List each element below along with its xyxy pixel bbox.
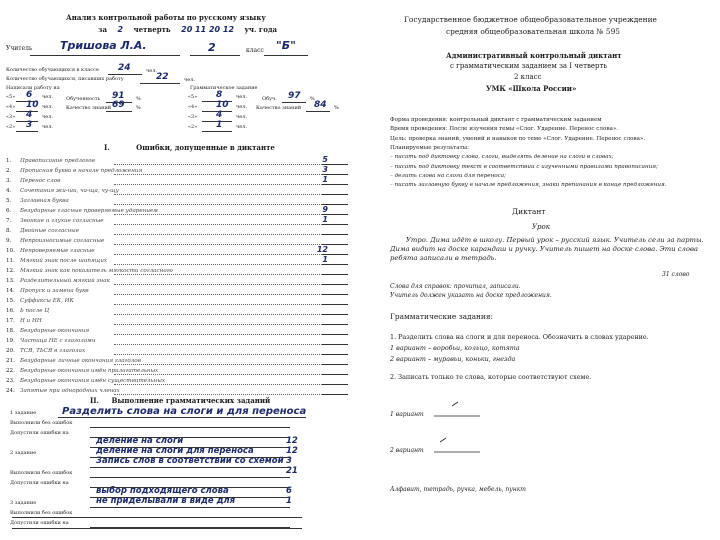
task-label: Выполнили без ошибок: [10, 470, 73, 476]
error-row: [6, 296, 354, 306]
word-count: 31 слово: [662, 271, 690, 278]
error-row: [6, 156, 354, 166]
dotted-leader: [114, 214, 332, 215]
error-row: [6, 216, 354, 226]
grade-count: 4: [216, 110, 223, 120]
error-number: 1.: [6, 158, 12, 164]
grade-label: «2»: [188, 124, 198, 130]
grade-label: «3»: [188, 114, 198, 120]
task2: 2. Записать только те слова, которые соответствуют схеме.: [390, 373, 592, 381]
error-number: 14.: [6, 288, 15, 294]
task-handwriting: Запись слов в соответствии со схемой: [96, 456, 284, 466]
error-row: [6, 356, 354, 366]
error-row: [6, 276, 354, 286]
error-count: 12: [316, 245, 328, 254]
error-label: Разделительный мягкий знак: [20, 278, 110, 284]
error-label: Непроизносимые согласные: [20, 238, 105, 244]
error-row: [6, 246, 354, 256]
dotted-leader: [114, 374, 332, 375]
error-label: Двойные согласные: [20, 228, 80, 234]
umk: УМК «Школа России»: [486, 84, 577, 93]
task-count: 1: [286, 496, 292, 506]
count-line: [322, 344, 348, 345]
task-label: 3 задание: [10, 500, 37, 506]
error-row: [6, 176, 354, 186]
error-count: 3: [322, 165, 328, 174]
error-row: [6, 166, 354, 176]
grade-unit: чел.: [42, 114, 54, 120]
task-handwriting: деление на слоги для переноса: [96, 446, 254, 456]
meta-line: – писать под диктовку текст в соответствии с изученными правилами правописания;: [390, 163, 658, 170]
error-label: Перенос слов: [20, 178, 61, 184]
grade-unit: чел.: [236, 124, 248, 130]
task-label: Допустили ошибки на: [10, 480, 69, 486]
grade-unit: чел.: [42, 104, 54, 110]
error-count: 9: [322, 205, 328, 214]
dotted-leader: [114, 274, 332, 275]
dotted-leader: [114, 394, 332, 395]
variant1: 1 вариант: [390, 411, 424, 418]
meta-line: – делить слова на слоги для переноса;: [390, 172, 507, 179]
error-label: Правописание предлогов: [20, 158, 95, 164]
error-number: 11.: [6, 258, 15, 264]
error-row: [6, 376, 354, 386]
grade-unit: чел.: [236, 114, 248, 120]
task-label: Допустили ошибки на: [10, 430, 69, 436]
error-number: 16.: [6, 308, 15, 314]
error-number: 2.: [6, 168, 12, 174]
count-line: [322, 324, 348, 325]
task-handwriting: выбор подходящего слова: [96, 486, 229, 496]
error-label: Звонкие и глухие согласные: [20, 218, 104, 224]
error-number: 12.: [6, 268, 15, 274]
error-count: 1: [322, 255, 328, 264]
dotted-leader: [114, 244, 332, 245]
grade-count: 1: [216, 120, 223, 130]
count-line: [322, 234, 348, 235]
dotted-leader: [114, 324, 332, 325]
error-row: [6, 326, 354, 336]
error-label: Безударные личные окончания глаголов: [20, 358, 141, 364]
count-line: [322, 374, 348, 375]
error-label: Безударные окончания имён прилагательных: [20, 368, 159, 374]
analysis-page: Анализ контрольной работы по русскому языку за 2 четверть 20 11 20 12 уч. года Учитель Тришова Л.А. 2 класс "Б" Количество обучающихся в классе 24 чел. Количество обучающихся, писавших работу 22 чел. Написали работу на Грамматическое задание «5» 6 чел. «4» 10 чел. «3» 4 чел. «2» 3 чел. Обученность 91 % Качество знаний 69 % «5» 8 чел. «4» 10 чел. «3» 4 чел. «2» 1 чел. Обуч. 97 % Качество знаний 84 % I. Ошибки, допущенные в диктанте 1. Правописание предлогов 5 2. Прописная буква в начале предложения 3 3. Перенос слов 1 4. Сочетания жи-ши, ча-ща, чу-щу 5. Заглавная буква 6. Безударные гласные проверяемые ударением 9 7. Звонкие и глухие согласные 1 8. Двойные согласные 9. Непроизносимые согласные 10. Непроверяемые гласные 12 11. Мягкий знак после шипящих 1 12. Мягкий знак как показатель мягкости согласного 13. Разделительный мягкий знак 14. Пропуск и замена букв 15. Суффиксы ЕК, ИК 16. Ь после Ц 17. Н и НН 18. Безударные окончания 19. Частица НЕ с глаголами 20. ТСЯ, ТЬСЯ в глаголах 21. Безударные личные окончания глаголов 22. Безударные окончания имён прилагательных 23. Безударные окончания имён существительных 24. Запятые при однородных членах II. Выполнение грамматических заданий 1 задание Разделить слова на слоги и для переноса Выполнили без ошибок Допустили ошибки на деление на слоги 12 2 задание деление на слоги для переноса 12 Запись слов в соответствии со схемой 3 Выполнили без ошибок 21 Допустили ошибки на выбор подходящего слова 6 3 задание не приделывали в виде для 1 Выполнили без ошибок Допустили ошибки на: [0, 0, 362, 540]
error-label: Частица НЕ с глаголами: [20, 338, 96, 344]
error-label: Ь после Ц: [20, 308, 50, 314]
variant2: 2 вариант: [390, 447, 424, 454]
count-line: [322, 384, 348, 385]
dotted-leader: [114, 194, 332, 195]
task-handwriting: Разделить слова на слоги и для переноса: [62, 406, 307, 417]
error-number: 24.: [6, 388, 15, 394]
dotted-leader: [114, 364, 332, 365]
meta-line: – писать заглавную букву в начале предложения, знаки препинания в конце предложения.: [390, 182, 667, 189]
error-row: [6, 206, 354, 216]
error-row: [6, 256, 354, 266]
dotted-leader: [114, 304, 332, 305]
error-row: [6, 306, 354, 316]
class-label: класс: [246, 47, 264, 54]
error-label: Заглавная буква: [20, 198, 69, 204]
error-number: 21.: [6, 358, 15, 364]
error-count: 1: [322, 215, 328, 224]
quality-value: 69: [112, 100, 125, 110]
count-line: [322, 284, 348, 285]
dotted-leader: [114, 184, 332, 185]
task-count: 12: [286, 436, 298, 446]
grade-label: «4»: [6, 104, 16, 110]
class-number: 2: [208, 41, 216, 54]
error-number: 3.: [6, 178, 12, 184]
meta-line: Цель: проверка знаний, умений и навыков по теме «Слог. Ударение. Перенос слова».: [390, 135, 646, 142]
scheme-diagram: [430, 398, 490, 468]
error-row: [6, 286, 354, 296]
task-count: 12: [286, 446, 298, 456]
task-count: 3: [286, 456, 292, 466]
count-line: [322, 394, 348, 395]
grade-count: 4: [26, 110, 33, 120]
count-line: [322, 184, 348, 185]
error-row: [6, 366, 354, 376]
dotted-leader: [114, 224, 332, 225]
error-label: Безударные окончания имён существительных: [20, 378, 166, 384]
count-line: [322, 264, 348, 265]
error-number: 19.: [6, 338, 15, 344]
count-line: [322, 274, 348, 275]
grade-label: «5»: [188, 94, 198, 100]
wrote-value: 22: [156, 72, 169, 82]
error-label: Пропуск и замена букв: [20, 288, 89, 294]
dictation-title: Диктант: [512, 207, 546, 216]
quarter-line: за 2 четверть 20 11 20 12 уч. года: [98, 25, 278, 34]
count-line: [322, 364, 348, 365]
grade-label: «4»: [188, 104, 198, 110]
count-line: [322, 354, 348, 355]
teacher-name: Тришова Л.А.: [60, 39, 147, 52]
school-name: средняя общеобразовательная школа № 595: [446, 27, 620, 36]
dotted-leader: [114, 284, 332, 285]
error-number: 20.: [6, 348, 15, 354]
error-number: 6.: [6, 208, 12, 214]
error-number: 10.: [6, 248, 15, 254]
students-value: 24: [118, 63, 131, 73]
grade-count: 10: [216, 100, 229, 110]
error-row: [6, 186, 354, 196]
error-row: [6, 226, 354, 236]
meta-line: Планируемые результаты:: [390, 144, 469, 151]
dotted-leader: [114, 174, 332, 175]
task1: 1. Разделить слова на слоги и для переноса. Обозначить в словах ударение.: [390, 333, 649, 341]
wrote-label: Количество обучающихся, писавших работу: [6, 76, 124, 82]
error-number: 23.: [6, 378, 15, 384]
error-label: Сочетания жи-ши, ча-ща, чу-щу: [20, 188, 119, 194]
grade-count: 8: [216, 90, 223, 100]
grammar-title: Грамматические задания:: [390, 312, 494, 321]
error-number: 4.: [6, 188, 12, 194]
section2-heading: II. Выполнение грамматических заданий: [90, 396, 271, 405]
grade-label: «3»: [6, 114, 16, 120]
error-label: Суффиксы ЕК, ИК: [20, 298, 74, 304]
grade-unit: чел.: [236, 104, 248, 110]
error-number: 8.: [6, 228, 12, 234]
count-line: [322, 334, 348, 335]
performance-value: 91: [112, 91, 125, 101]
task-label: Выполнили без ошибок: [10, 510, 73, 516]
grade-count: 3: [26, 120, 33, 130]
error-row: [6, 316, 354, 326]
grade-unit: чел.: [236, 94, 248, 100]
error-row: [6, 196, 354, 206]
error-number: 9.: [6, 238, 12, 244]
error-row: [6, 346, 354, 356]
error-number: 17.: [6, 318, 15, 324]
dotted-leader: [114, 294, 332, 295]
error-label: Безударные окончания: [20, 328, 90, 334]
error-label: Безударные гласные проверяемые ударением: [20, 208, 158, 214]
error-label: Непроверяемые гласные: [20, 248, 95, 254]
grade-label: «2»: [6, 124, 16, 130]
error-row: [6, 266, 354, 276]
error-label: Мягкий знак как показатель мягкости согласного: [20, 268, 173, 274]
analysis-title: Анализ контрольной работы по русскому языку: [66, 13, 266, 22]
grade-count: 6: [26, 90, 33, 100]
dotted-leader: [114, 334, 332, 335]
error-count: 1: [322, 175, 328, 184]
meta-line: Время проведения: После изучения темы «Слог. Ударение. Перенос слова».: [390, 126, 619, 133]
grade-unit: чел.: [42, 94, 54, 100]
dotted-leader: [114, 344, 332, 345]
count-line: [322, 194, 348, 195]
task-handwriting: деление на слоги: [96, 436, 184, 446]
dotted-leader: [114, 164, 332, 165]
error-number: 22.: [6, 368, 15, 374]
grade-unit: чел.: [42, 124, 54, 130]
section1-heading: I. Ошибки, допущенные в диктанте: [104, 143, 275, 152]
task-count: 6: [286, 486, 292, 496]
error-label: Н и НН: [20, 318, 42, 324]
dotted-leader: [114, 264, 332, 265]
error-row: [6, 386, 354, 396]
dotted-leader: [114, 204, 332, 205]
error-row: [6, 336, 354, 346]
dictation-heading: Административный контрольный диктант: [446, 51, 622, 60]
dotted-leader: [114, 254, 332, 255]
class-letter: "Б": [276, 39, 296, 52]
error-row: [6, 236, 354, 246]
grade-label: «5»: [6, 94, 16, 100]
meta-line: Форма проведения: контрольный диктант с грамматическим заданием: [390, 117, 602, 123]
meta-line: – писать под диктовку слова, слоги, выделять деление на слоги в словах;: [390, 154, 614, 161]
text-title: Урок: [532, 223, 550, 231]
count-line: [322, 294, 348, 295]
quality2-value: 84: [314, 100, 327, 110]
performance2-value: 97: [288, 91, 301, 101]
dotted-leader: [114, 354, 332, 355]
grade-count: 10: [26, 100, 39, 110]
error-count: 5: [322, 155, 328, 164]
task-count: 21: [286, 466, 298, 476]
error-number: 13.: [6, 278, 15, 284]
count-line: [322, 314, 348, 315]
error-number: 18.: [6, 328, 15, 334]
error-number: 15.: [6, 298, 15, 304]
error-label: ТСЯ, ТЬСЯ в глаголах: [20, 348, 86, 354]
task-label: Допустили ошибки на: [10, 520, 69, 526]
error-label: Мягкий знак после шипящих: [20, 258, 108, 264]
error-number: 7.: [6, 218, 12, 224]
dictation-page: Государственное бюджетное общеобразовательное учреждение средняя общеобразовательная школа № 595 Административный контрольный диктант с грамматическим заданием за I четверть 2 класс УМК «Школа России» Форма проведения: контрольный диктант с грамматическим заданием Время проведения: После изучения темы «Слог. Ударение. Перенос слова». Цель: проверка знаний, умений и навыков по теме «Слог. Ударение. Перенос слова». Планируемые результаты: – писать под диктовку слова, слоги, выделять деление на слоги в словах; – писать под диктовку текст в соответствии с изученными правилами правописания; – делить слова на слоги для переноса; – писать заглавную букву в начале предложения, знаки препинания в конце предложения. Диктант Урок Утро. Дима идёт в школу. Первый урок – русский язык. Учитель сели за парты. Дима видит на доске карандаш и ручку. Учитель пишет на доске слова. Эти слова ребята записали в тетрадь. 31 слово Слова для справок: прочитал, записали. Учитель должен указать на доске предложения. Грамматические задания: 1. Разделить слова на слоги и для переноса. Обозначить в словах ударение. 1 вариант – воробьи, кольцо, котята 2 вариант – муравьи, коньки, гнезда 2. Записать только те слова, которые соответствуют схеме. 1 вариант 2 вариант Алфавит, тетрадь, ручка, мебель, пункт: [362, 0, 720, 540]
dotted-leader: [114, 234, 332, 235]
words-list: Алфавит, тетрадь, ручка, мебель, пункт: [390, 486, 526, 493]
task-label: 1 задание: [10, 410, 37, 416]
task-handwriting: не приделывали в виде для: [96, 496, 236, 506]
students-label: Количество обучающихся в классе: [6, 67, 99, 73]
dotted-leader: [114, 384, 332, 385]
school-type: Государственное бюджетное общеобразовательное учреждение: [404, 15, 657, 24]
dotted-leader: [114, 314, 332, 315]
text-body: Утро. Дима идёт в школу. Первый урок – русский язык. Учитель сели за парты. Дима видит на доске карандаш и ручку. Учитель пишет на доске слова. Эти слова ребята записали в тетрадь.: [390, 236, 704, 262]
error-label: Прописная буква в начале предложения: [20, 168, 143, 174]
error-number: 5.: [6, 198, 12, 204]
teacher-label: Учитель: [6, 45, 33, 52]
count-line: [322, 304, 348, 305]
task-label: Выполнили без ошибок: [10, 420, 73, 426]
error-label: Запятые при однородных членах: [20, 388, 120, 394]
task-label: 2 задание: [10, 450, 37, 456]
count-line: [322, 224, 348, 225]
